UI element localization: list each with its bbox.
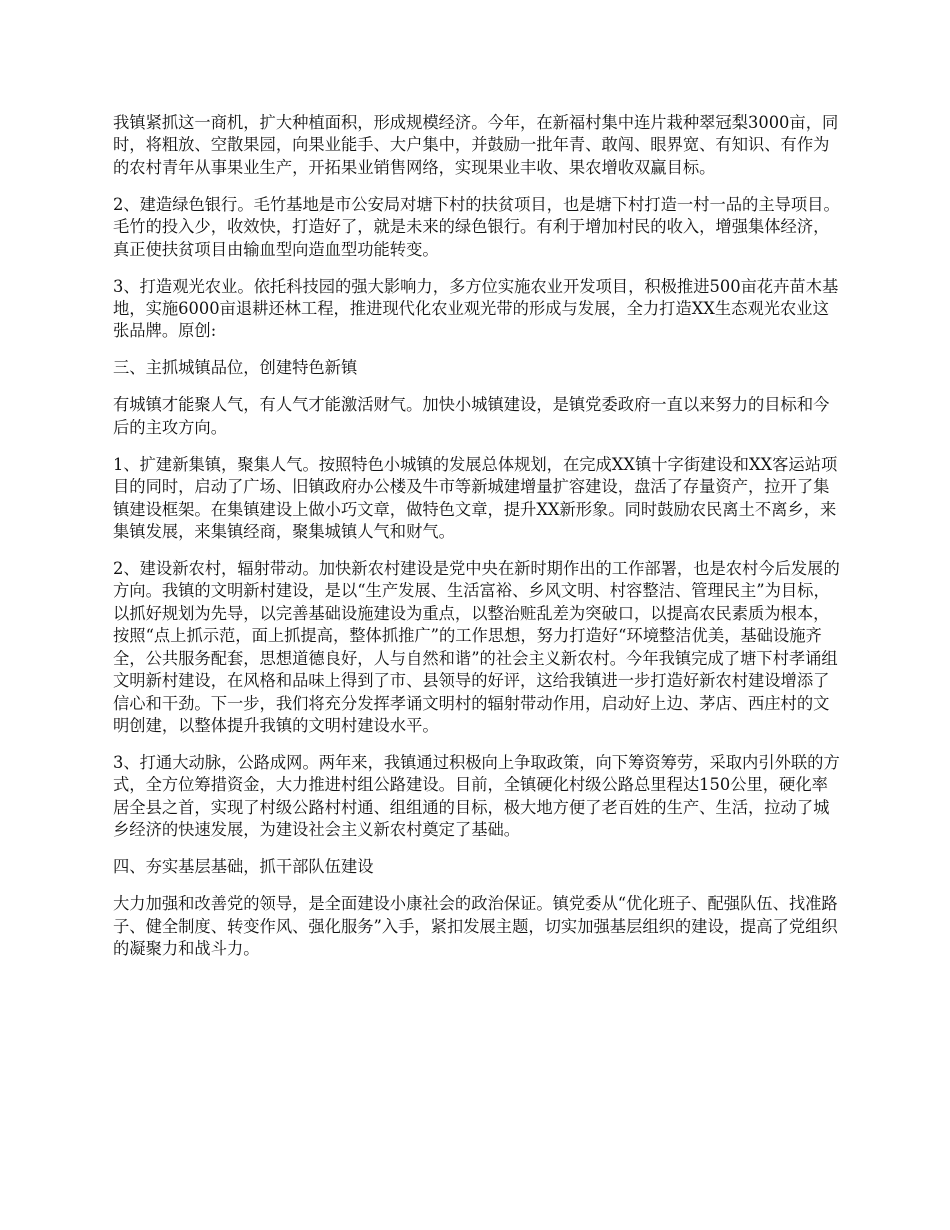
paragraph-fruit-industry: 我镇紧抓这一商机，扩大种植面积，形成规模经济。今年，在新福村集中连片栽种翠冠梨3000亩，同时，将粗放、空散果园，向果业能手、大户集中，并鼓励一批年青、敢闯、眼界宽、有知识、有作为的农村青年从事果业生产，开拓果业销售网络，实现果业丰收、果农增收双赢目标。 xyxy=(113,113,839,177)
section-heading-grassroots: 四、夯实基层基础，抓干部队伍建设 xyxy=(113,857,374,877)
paragraph-town-intro: 有城镇才能聚人气，有人气才能激活财气。加快小城镇建设，是镇党委政府一直以来努力的目标和今后的主攻方向。 xyxy=(113,395,830,437)
paragraph-new-countryside: 2、建设新农村，辐射带动。加快新农村建设是党中央在新时期作出的工作部署，也是农村今后发展的方向。我镇的文明新村建设，是以“生产发展、生活富裕、乡风文明、村容整洁、管理民主”为目标，以抓好规划为先导，以完善基础设施建设为重点，以整治赃乱差为突破口，以提高农民素质为根本，按照“点上抓示范，面上抓提高，整体抓推广”的工作思想，努力打造好“环境整洁优美，基础设施齐全，公共服务配套，思想道德良好，人与自然和谐”的社会主义新农村。今年我镇完成了塘下村孝诵组文明新村建设，在风格和品味上得到了市、县领导的好评，这给我镇进一步打造好新农村建设增添了信心和干劲。下一步，我们将充分发挥孝诵文明村的辐射带动作用，启动好上边、茅店、西庄村的文明创建，以整体提升我镇的文明村建设水平。 xyxy=(113,559,840,735)
section-heading-town-quality: 三、主抓城镇品位，创建特色新镇 xyxy=(113,358,358,378)
paragraph-green-bank: 2、建造绿色银行。毛竹基地是市公安局对塘下村的扶贫项目，也是塘下村打造一村一品的主导项目。毛竹的投入少，收效快，打造好了，就是未来的绿色银行。有利于增加村民的收入，增强集体经济，真正使扶贫项目由输血型向造血型功能转变。 xyxy=(113,194,840,259)
paragraph-road-network: 3、打通大动脉，公路成网。两年来，我镇通过积极向上争取政策，向下筹资筹劳，采取内引外联的方式，全方位筹措资金，大力推进村组公路建设。目前，全镇硬化村级公路总里程达150公里，硬化率居全县之首，实现了村级公路村村通、组组通的目标，极大地方便了老百姓的生产、生活，拉动了城乡经济的快速发展，为建设社会主义新农村奠定了基础。 xyxy=(113,752,840,840)
paragraph-sightseeing-agriculture: 3、打造观光农业。依托科技园的强大影响力，多方位实施农业开发项目，积极推进500亩花卉苗木基地，实施6000亩退耕还林工程，推进现代化农业观光带的形成与发展，全力打造XX生态观光农业这张品牌。原创: xyxy=(113,276,839,341)
document-page xyxy=(113,112,843,975)
paragraph-party-leadership: 大力加强和改善党的领导，是全面建设小康社会的政治保证。镇党委从“优化班子、配强队伍、找准路子、健全制度、转变作风、强化服务”入手，紧扣发展主题，切实加强基层组织的建设，提高了党组织的凝聚力和战斗力。 xyxy=(113,894,838,958)
paragraph-new-town: 1、扩建新集镇，聚集人气。按照特色小城镇的发展总体规划，在完成XX镇十字街建设和XX客运站项目的同时，启动了广场、旧镇政府办公楼及牛市等新城建增量扩容建设，盘活了存量资产，拉开了集镇建设框架。在集镇建设上做小巧文章，做特色文章，提升XX新形象。同时鼓励农民离土不离乡，来集镇发展，来集镇经商，聚集城镇人气和财气。 xyxy=(113,454,838,542)
